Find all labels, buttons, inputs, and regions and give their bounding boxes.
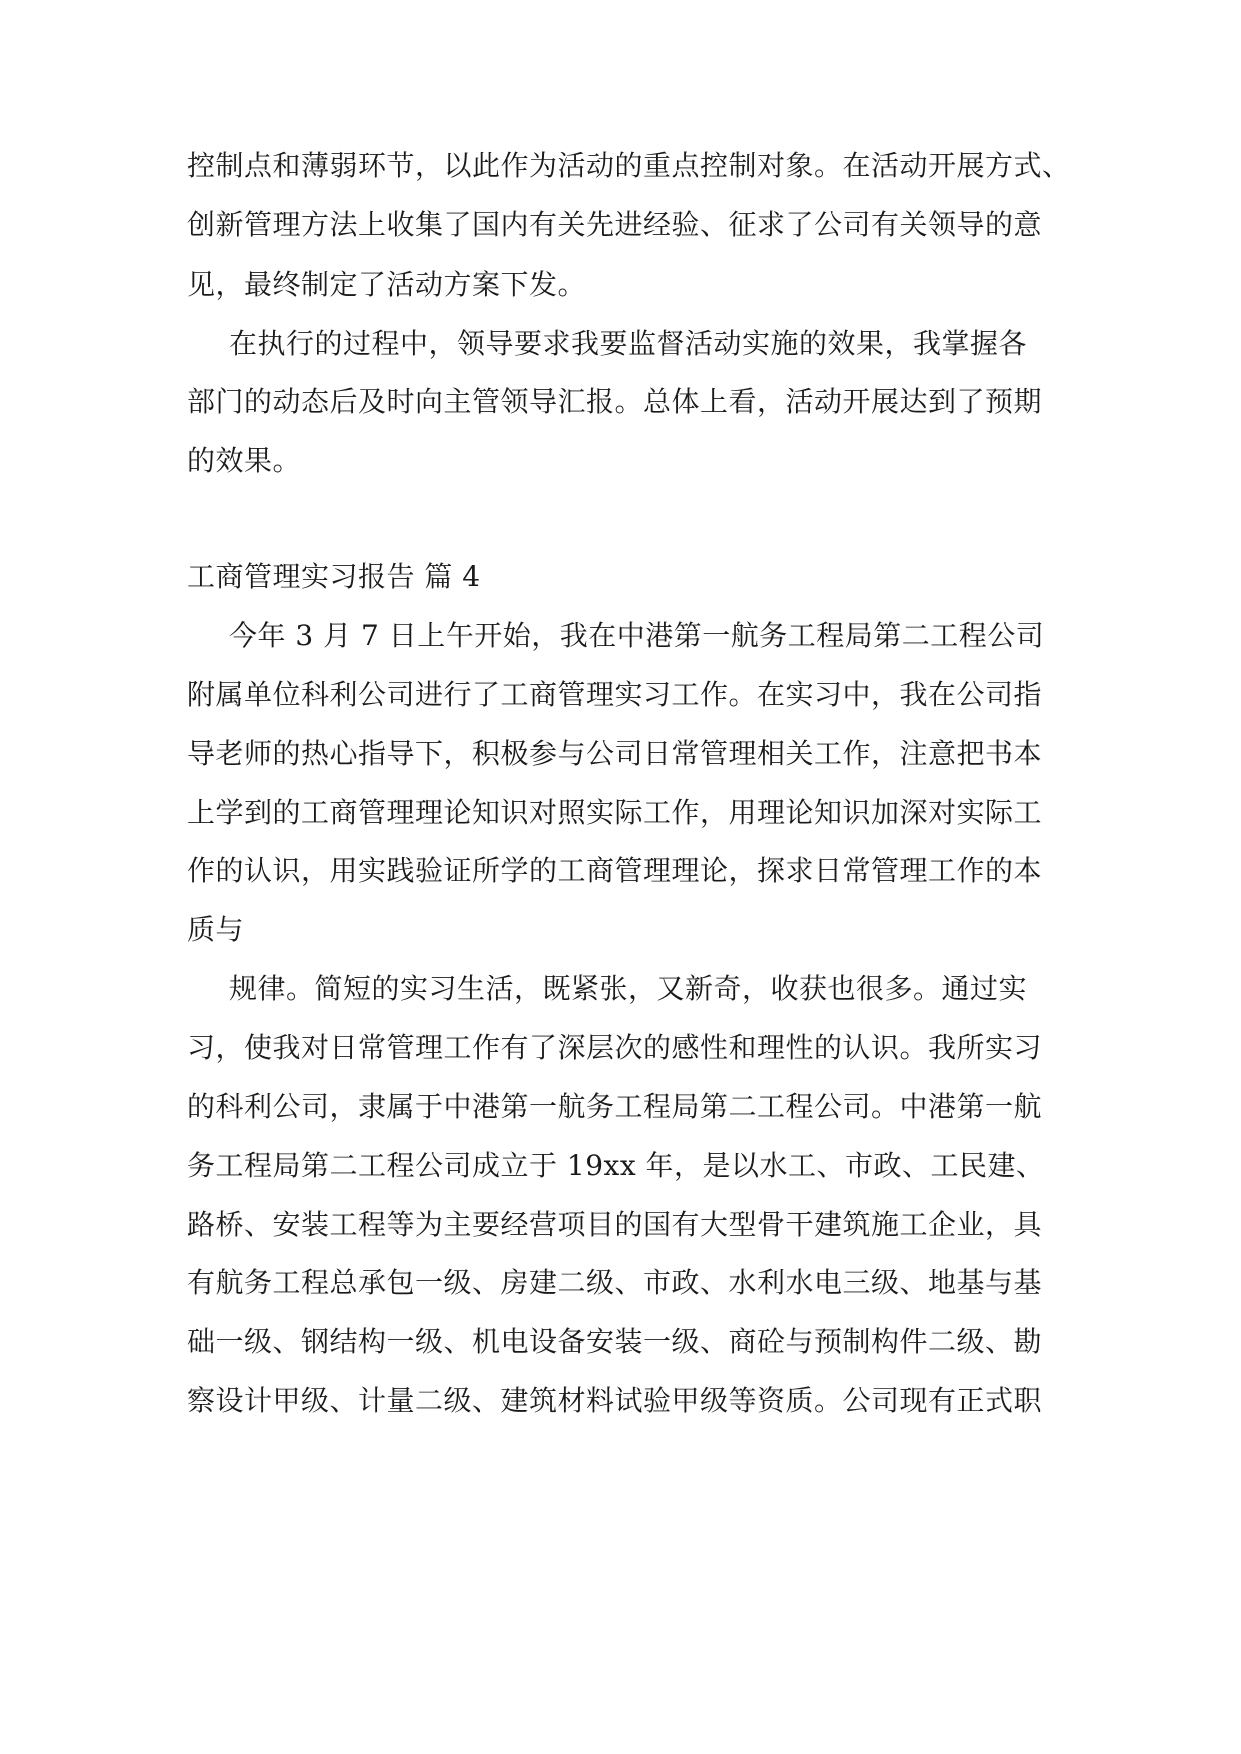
paragraph-line: 今年 3 月 7 日上午开始，我在中港第一航务工程局第二工程公司 xyxy=(229,619,1045,652)
paragraph-line: 作的认识，用实践验证所学的工商管理理论，探求日常管理工作的本 xyxy=(187,854,1043,887)
paragraph-line: 在执行的过程中，领导要求我要监督活动实施的效果，我掌握各 xyxy=(229,327,1028,360)
paragraph-line: 务工程局第二工程公司成立于 19xx 年，是以水工、市政、工民建、 xyxy=(187,1149,1045,1182)
paragraph-line: 控制点和薄弱环节，以此作为活动的重点控制对象。在活动开展方式、 xyxy=(187,149,1071,182)
paragraph-line: 的科利公司，隶属于中港第一航务工程局第二工程公司。中港第一航 xyxy=(187,1090,1043,1123)
paragraph-line: 础一级、钢结构一级、机电设备安装一级、商砼与预制构件二级、勘 xyxy=(187,1325,1043,1358)
paragraph-line: 有航务工程总承包一级、房建二级、市政、水利水电三级、地基与基 xyxy=(187,1266,1043,1299)
paragraph-line: 察设计甲级、计量二级、建筑材料试验甲级等资质。公司现有正式职 xyxy=(187,1384,1043,1417)
paragraph-line: 习，使我对日常管理工作有了深层次的感性和理性的认识。我所实习 xyxy=(187,1031,1043,1064)
paragraph-line: 创新管理方法上收集了国内有关先进经验、征求了公司有关领导的意 xyxy=(187,208,1043,241)
paragraph-line: 的效果。 xyxy=(187,444,302,477)
paragraph-line: 路桥、安装工程等为主要经营项目的国有大型骨干建筑施工企业，具 xyxy=(187,1208,1043,1241)
paragraph-line: 规律。简短的实习生活，既紧张，又新奇，收获也很多。通过实 xyxy=(229,972,1028,1005)
paragraph-line: 导老师的热心指导下，积极参与公司日常管理相关工作，注意把书本 xyxy=(187,737,1043,770)
section-title: 工商管理实习报告 篇 4 xyxy=(187,560,481,593)
paragraph-line: 部门的动态后及时向主管领导汇报。总体上看，活动开展达到了预期 xyxy=(187,385,1043,418)
paragraph-line: 见，最终制定了活动方案下发。 xyxy=(187,268,587,301)
paragraph-line: 质与 xyxy=(187,913,245,946)
paragraph-line: 附属单位科利公司进行了工商管理实习工作。在实习中，我在公司指 xyxy=(187,678,1043,711)
paragraph-line: 上学到的工商管理理论知识对照实际工作，用理论知识加深对实际工 xyxy=(187,796,1043,829)
